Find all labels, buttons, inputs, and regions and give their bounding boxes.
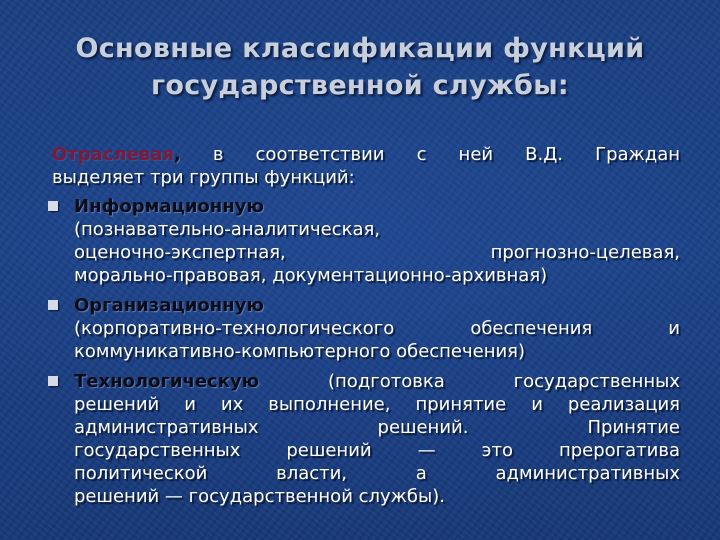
list-item	[48, 195, 680, 287]
bullet-line: политической власти, а административных	[74, 463, 680, 484]
bullet-line: коммуникативно-компьютерного обеспечения)	[74, 341, 526, 362]
bullet-term: Информационную	[74, 196, 264, 217]
bullet-line: административных решений. Принятие	[74, 417, 680, 438]
square-bullet-icon	[48, 300, 58, 310]
intro-keyword: Отраслевая	[52, 144, 174, 165]
square-bullet-icon	[48, 201, 58, 211]
bullet-first-line	[74, 370, 680, 393]
intro-comma: ,	[173, 144, 181, 165]
slide-title	[20, 30, 700, 104]
bullet-term: Технологическую	[74, 371, 260, 392]
bullet-line: государственных решений — это прерогатива	[74, 440, 680, 461]
bullet-line: оценочно-экспертная, прогнозно-целевая,	[74, 242, 680, 263]
title-line-1: Основные классификации функций	[75, 33, 645, 64]
square-bullet-icon	[48, 376, 58, 386]
bullet-line: (познавательно-аналитическая,	[74, 219, 381, 240]
bullet-line: решений и их выполнение, принятие и реализация	[74, 394, 680, 415]
bullet-line: морально-правовая, документационно-архивная)	[74, 265, 548, 286]
title-line-2: государственной службы:	[150, 70, 570, 101]
bullet-line: (корпоративно-технологического обеспечения и	[74, 318, 680, 339]
list-item	[48, 370, 680, 508]
bullet-line: решений — государственной службы).	[74, 486, 445, 507]
bullet-term: Организационную	[74, 295, 264, 316]
intro-line-1	[52, 143, 680, 166]
intro-paragraph	[50, 143, 680, 189]
list-item	[48, 294, 680, 363]
intro-line-2: выделяет три группы функций:	[52, 167, 355, 188]
bullet-first-rest: (подготовка государственных	[259, 371, 680, 392]
bullet-list	[48, 195, 680, 508]
slide-body	[48, 143, 680, 515]
intro-rest-1: в соответствии с ней В.Д. Граждан	[180, 144, 680, 165]
